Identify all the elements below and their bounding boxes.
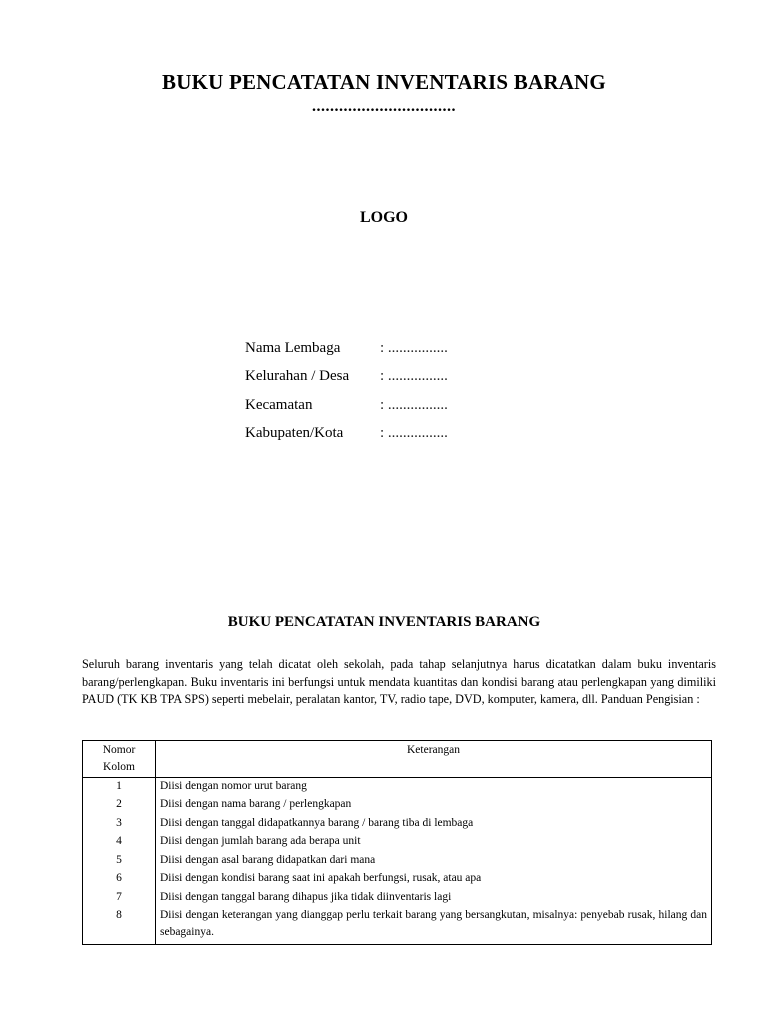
info-label: Nama Lembaga	[245, 339, 341, 356]
row-number: 1	[83, 778, 156, 797]
row-description: Diisi dengan jumlah barang ada berapa unit	[156, 833, 712, 851]
info-value: : ................	[380, 425, 448, 442]
cover-subtitle-placeholder: ................................	[312, 98, 456, 115]
row-description: Diisi dengan tanggal barang dihapus jika tidak diinventaris lagi	[156, 889, 712, 907]
table-row	[83, 907, 712, 944]
row-description: Diisi dengan keterangan yang dianggap perlu terkait barang yang bersangkutan, misalnya: penyebab rusak, hilang dan sebagainya.	[156, 907, 712, 944]
info-value: : ................	[380, 368, 448, 385]
row-number: 3	[83, 815, 156, 833]
logo-placeholder: LOGO	[359, 209, 408, 226]
row-description: Diisi dengan kondisi barang saat ini apakah berfungsi, rusak, atau apa	[156, 870, 712, 888]
table-row	[83, 796, 712, 814]
table-row	[83, 815, 712, 833]
info-label: Kecamatan	[245, 396, 313, 413]
row-number: 6	[83, 870, 156, 888]
row-number: 5	[83, 852, 156, 870]
info-row-kabupaten-kota	[245, 420, 448, 449]
table-row	[83, 889, 712, 907]
info-label: Kelurahan / Desa	[245, 368, 350, 385]
info-row-kelurahan-desa	[245, 363, 448, 392]
table-row	[83, 833, 712, 851]
intro-paragraph: Seluruh barang inventaris yang telah dicatat oleh sekolah, pada tahap selanjutnya harus dicatatkan dalam buku inventaris barang/perlengkapan. Buku inventaris ini berfungsi untuk mendata kuantitas dan kondisi barang atau perlengkapan yang dimiliki PAUD (TK KB TPA SPS) seperti mebelair, peralatan kantor, TV, radio tape, DVD, komputer, kamera, dll. Panduan Pengisian :	[82, 657, 716, 706]
filling-guide-table	[82, 740, 712, 945]
institution-info	[245, 334, 448, 448]
row-number: 4	[83, 833, 156, 851]
row-number: 7	[83, 889, 156, 907]
column-header-nomor-kolom: Nomor Kolom	[83, 741, 156, 778]
section-title: BUKU PENCATATAN INVENTARIS BARANG	[227, 614, 541, 630]
cover-title: BUKU PENCATATAN INVENTARIS BARANG	[162, 70, 606, 94]
info-value: : ................	[380, 339, 448, 356]
row-description: Diisi dengan asal barang didapatkan dari mana	[156, 852, 712, 870]
row-description: Diisi dengan nomor urut barang	[156, 778, 712, 797]
row-description: Diisi dengan tanggal didapatkannya barang / barang tiba di lembaga	[156, 815, 712, 833]
info-value: : ................	[380, 396, 448, 413]
info-row-kecamatan	[245, 391, 448, 420]
row-number: 8	[83, 907, 156, 944]
column-header-keterangan: Keterangan	[156, 741, 712, 778]
info-label: Kabupaten/Kota	[245, 425, 344, 442]
table-row	[83, 852, 712, 870]
table-row	[83, 870, 712, 888]
table-header-row	[83, 741, 712, 778]
row-number: 2	[83, 796, 156, 814]
row-description: Diisi dengan nama barang / perlengkapan	[156, 796, 712, 814]
info-row-nama-lembaga	[245, 334, 448, 363]
table-row	[83, 778, 712, 797]
